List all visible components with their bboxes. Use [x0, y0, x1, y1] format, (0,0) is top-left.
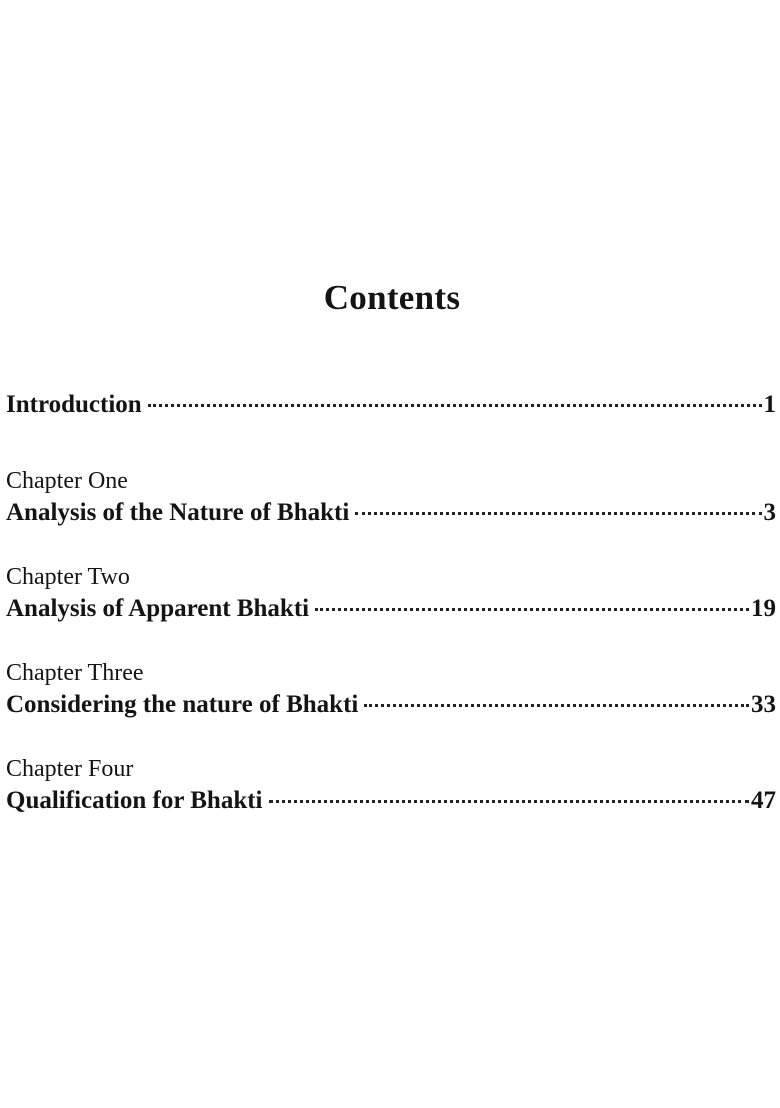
toc-entry-line — [6, 784, 776, 818]
toc-entry-title: Analysis of the Nature of Bhakti — [6, 499, 350, 526]
toc-entry-line — [6, 688, 776, 722]
toc-entry-title: Analysis of Apparent Bhakti — [6, 595, 310, 622]
toc-entry-chapter-four[interactable] — [6, 754, 776, 818]
dot-leader — [364, 704, 749, 707]
dot-leader — [148, 404, 762, 407]
toc-entry-chapter-two[interactable] — [6, 562, 776, 626]
chapter-label: Chapter One — [6, 468, 128, 494]
chapter-label: Chapter Two — [6, 564, 130, 590]
toc-entry-line — [6, 496, 776, 530]
toc-entry-introduction[interactable] — [6, 388, 776, 422]
toc-page-number: 33 — [751, 691, 776, 718]
toc-entry-line — [6, 388, 776, 422]
table-of-contents — [6, 388, 776, 850]
toc-entry-line — [6, 592, 776, 626]
toc-entry-title: Introduction — [6, 391, 142, 418]
dot-leader — [315, 608, 749, 611]
toc-entry-title: Considering the nature of Bhakti — [6, 691, 359, 718]
page-title: Contents — [323, 278, 461, 317]
toc-page-number: 47 — [751, 787, 776, 814]
toc-page-number: 3 — [763, 499, 776, 526]
chapter-label: Chapter Four — [6, 756, 134, 782]
dot-leader — [355, 512, 761, 515]
toc-page-number: 19 — [751, 595, 776, 622]
toc-page-number: 1 — [763, 391, 776, 418]
toc-entry-chapter-three[interactable] — [6, 658, 776, 722]
toc-entry-title: Qualification for Bhakti — [6, 787, 263, 814]
chapter-label: Chapter Three — [6, 660, 144, 686]
dot-leader — [269, 800, 749, 803]
toc-entry-chapter-one[interactable] — [6, 466, 776, 530]
